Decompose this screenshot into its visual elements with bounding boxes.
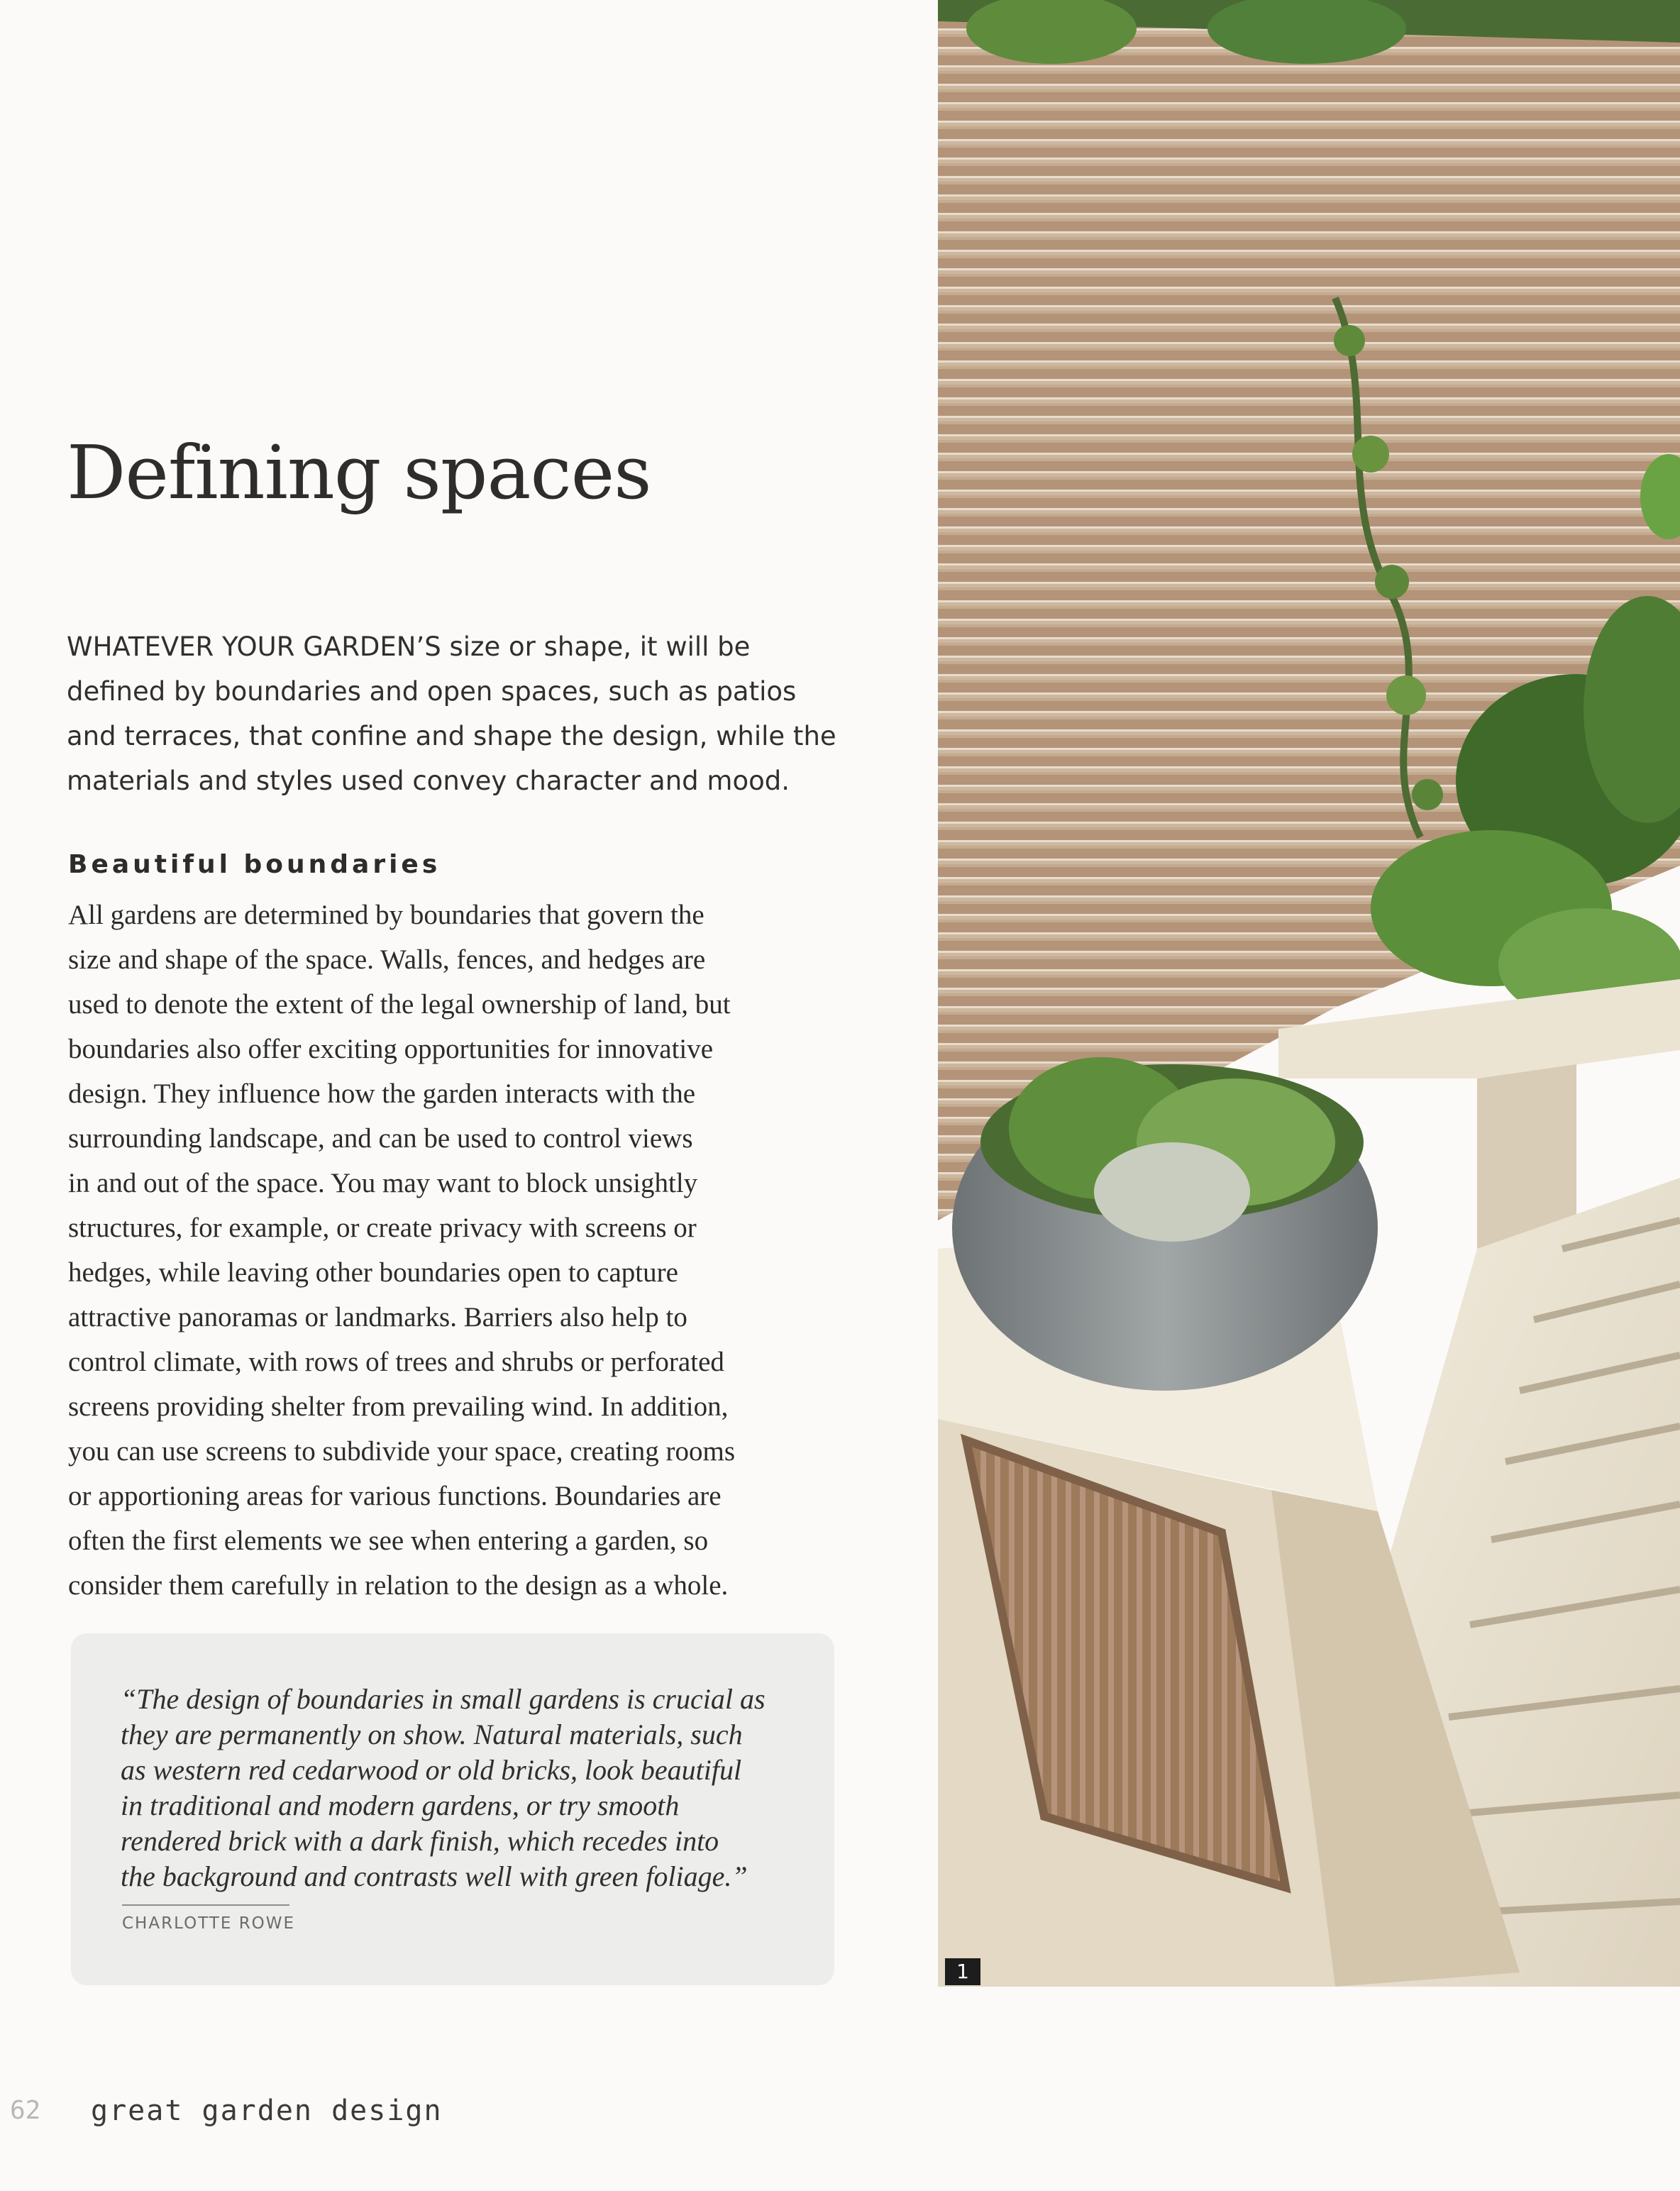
quote-line: as western red cedarwood or old bricks, look beautiful	[121, 1754, 742, 1786]
pull-quote	[121, 1682, 766, 1894]
body-line: attractive panoramas or landmarks. Barriers also help to	[68, 1302, 687, 1332]
body-line: control climate, with rows of trees and shrubs or perforated	[68, 1347, 724, 1377]
body-paragraph	[68, 893, 856, 1608]
page-title: Defining spaces	[67, 429, 651, 516]
quote-line: the background and contrasts well with green foliage.”	[121, 1860, 748, 1892]
intro-line: and terraces, that confine and shape the design, while the	[67, 721, 836, 751]
body-line: or apportioning areas for various functions. Boundaries are	[68, 1481, 722, 1511]
running-head: great garden design	[91, 2095, 443, 2127]
body-line: All gardens are determined by boundaries that govern the	[68, 900, 704, 930]
garden-photo	[938, 0, 1680, 1987]
body-line: in and out of the space. You may want to block unsightly	[68, 1168, 698, 1198]
intro-line: materials and styles used convey character and mood.	[67, 766, 790, 796]
quote-divider	[122, 1904, 289, 1906]
quote-author: CHARLOTTE ROWE	[122, 1914, 296, 1933]
body-line: boundaries also offer exciting opportunities for innovative	[68, 1034, 714, 1064]
body-line: screens providing shelter from prevailing wind. In addition,	[68, 1391, 729, 1422]
herb-bowl	[952, 1057, 1378, 1391]
quote-line: they are permanently on show. Natural materials, such	[121, 1718, 743, 1750]
quote-line: in traditional and modern gardens, or try smooth	[121, 1789, 680, 1821]
page-number: 62	[10, 2096, 41, 2125]
intro-line: defined by boundaries and open spaces, such as patios	[67, 676, 797, 707]
quote-line: “The design of boundaries in small gardens is crucial as	[121, 1683, 766, 1715]
body-line: surrounding landscape, and can be used to control views	[68, 1123, 693, 1154]
intro-line: WHATEVER YOUR GARDEN’S size or shape, it will be	[67, 631, 751, 662]
body-line: consider them carefully in relation to the design as a whole.	[68, 1570, 729, 1601]
pull-quote-box	[71, 1633, 834, 1985]
body-line: size and shape of the space. Walls, fences, and hedges are	[68, 944, 706, 975]
body-line: you can use screens to subdivide your space, creating rooms	[68, 1436, 736, 1467]
body-line: often the first elements we see when entering a garden, so	[68, 1525, 709, 1556]
body-line: design. They influence how the garden interacts with the	[68, 1078, 696, 1109]
photo-number: 1	[945, 1958, 980, 1985]
quote-line: rendered brick with a dark finish, which recedes into	[121, 1825, 719, 1857]
section-heading: Beautiful boundaries	[68, 850, 441, 879]
intro-paragraph	[67, 624, 854, 803]
body-line: structures, for example, or create privacy with screens or	[68, 1213, 697, 1243]
body-line: hedges, while leaving other boundaries open to capture	[68, 1257, 678, 1288]
body-line: used to denote the extent of the legal ownership of land, but	[68, 989, 731, 1020]
